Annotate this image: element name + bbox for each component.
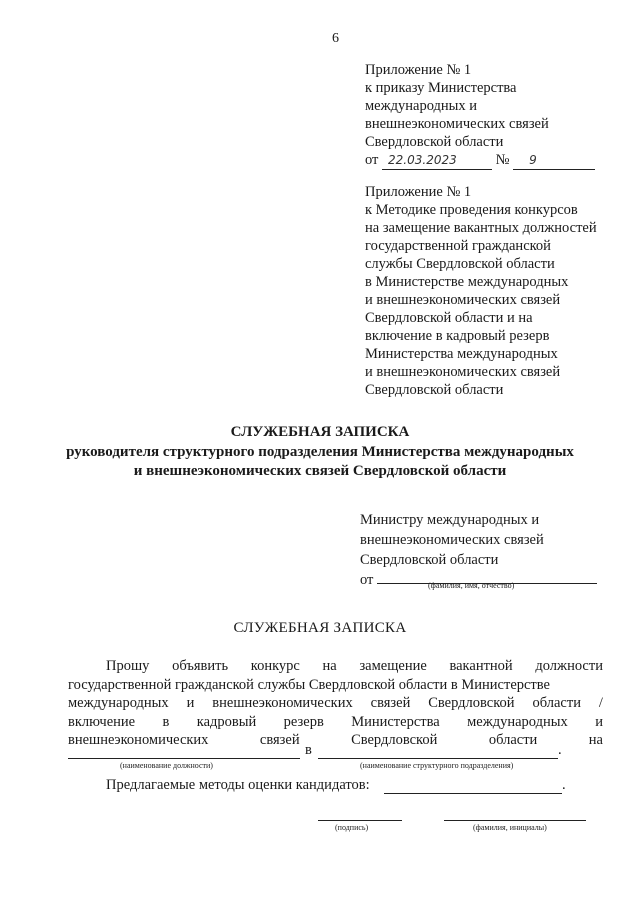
appendix-line: Министерства международных (365, 346, 558, 362)
appendix-methodology-block (365, 183, 597, 399)
memo-body (68, 657, 603, 750)
body-line: государственной гражданской службы Свердловской области в Министерстве (68, 676, 550, 693)
handwritten-number: 9 (529, 153, 537, 167)
number-label: № (495, 152, 510, 168)
addressee-line: внешнеэкономических связей (360, 532, 544, 548)
appendix-title: Приложение № 1 (365, 184, 472, 200)
number-field (513, 151, 595, 170)
appendix-line: к приказу Министерства (365, 80, 517, 96)
appendix-line: государственной гражданской (365, 238, 551, 254)
appendix-line: и внешнеэкономических связей (365, 364, 561, 380)
name-caption: (фамилия, инициалы) (473, 823, 547, 832)
handwritten-date: 22.03.2023 (388, 153, 457, 167)
body-line: включение в кадровый резерв Министерства международных и (68, 713, 603, 730)
appendix-line: и внешнеэкономических связей (365, 292, 561, 308)
appendix-line: международных и (365, 98, 478, 114)
addressee-line: Министру международных и (360, 512, 540, 528)
heading-subtitle: руководителя структурного подразделения Министерства международных (66, 444, 574, 460)
appendix-order-block (365, 61, 595, 170)
period: . (558, 742, 562, 758)
methods-label: Предлагаемые методы оценки кандидатов: (106, 777, 370, 793)
appendix-title: Приложение № 1 (365, 62, 472, 78)
date-field (382, 151, 492, 170)
appendix-line: к Методике проведения конкурсов (365, 202, 578, 218)
from-label: от (360, 572, 374, 588)
appendix-line: Свердловской области (365, 382, 504, 398)
body-line: международных и внешнеэкономических связей Свердловской области / (68, 695, 603, 711)
body-line: Прошу объявить конкурс на замещение вакантной должности (106, 658, 603, 674)
appendix-line: Свердловской области и на (365, 310, 533, 326)
signature-caption: (подпись) (335, 823, 369, 832)
period: . (562, 777, 566, 793)
appendix-line: службы Свердловской области (365, 256, 555, 272)
body-line: внешнеэкономических связей Свердловской области на (68, 732, 603, 748)
order-date-line (365, 151, 595, 170)
position-field-line (68, 758, 300, 759)
appendix-line: в Министерстве международных (365, 274, 569, 290)
unit-caption: (наименование структурного подразделения) (360, 761, 514, 770)
from-label: от (365, 152, 379, 168)
appendix-line: на замещение вакантных должностей (365, 220, 597, 236)
methods-field-line (384, 793, 562, 794)
heading-subtitle: и внешнеэкономических связей Свердловской области (133, 463, 507, 479)
heading-title: СЛУЖЕБНАЯ ЗАПИСКА (230, 424, 410, 440)
in-word: в (305, 742, 312, 758)
position-caption: (наименование должности) (120, 761, 213, 770)
appendix-line: внешнеэкономических связей (365, 116, 549, 132)
addressee-block (360, 510, 597, 590)
appendix-line: Свердловской области (365, 134, 504, 150)
signature-line (318, 820, 402, 821)
page-number: 6 (332, 31, 339, 46)
name-line (444, 820, 586, 821)
appendix-line: включение в кадровый резерв (365, 328, 550, 344)
from-caption: (фамилия, имя, отчество) (428, 581, 515, 590)
unit-field-line (318, 758, 558, 759)
memo-title: СЛУЖЕБНАЯ ЗАПИСКА (233, 620, 407, 636)
addressee-line: Свердловской области (360, 552, 499, 568)
